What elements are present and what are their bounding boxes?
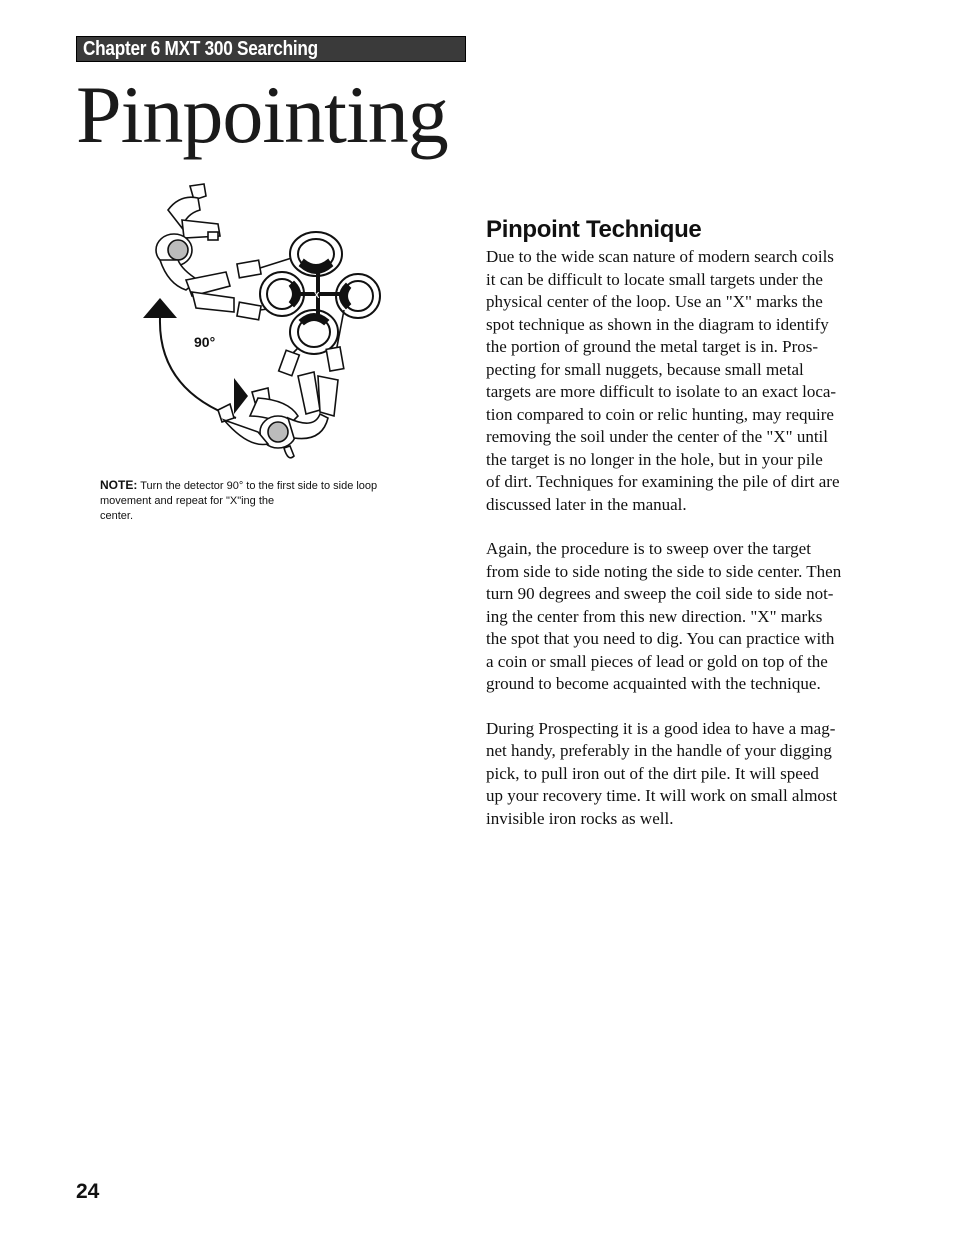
rotation-arc: [160, 318, 236, 418]
text-line: from side to side noting the side to side center. Then: [486, 561, 842, 581]
note-line: movement and repeat for "X"ing the: [100, 495, 275, 507]
text-line: the spot that you need to dig. You can practice with: [486, 629, 835, 648]
text-line: Due to the wide scan nature of modern search coils: [486, 247, 834, 266]
text-line: of dirt. Techniques for examining the pile of dirt are: [486, 472, 840, 491]
paragraph-1: [486, 246, 886, 516]
text-line: tion compared to coin or relic hunting, may require: [486, 404, 834, 424]
text-line: turn 90 degrees and sweep the coil side to side not-: [486, 584, 834, 603]
text-line: During Prospecting it is a good idea to have a mag-: [486, 718, 836, 738]
text-line: a coin or small pieces of lead or gold on top of the: [486, 651, 828, 671]
text-line: it can be difficult to locate small targets under the: [486, 269, 823, 289]
control-box-bottom-2: [326, 347, 344, 371]
person-top-icon: [156, 184, 234, 312]
text-line: ing the center from this new direction. "X" marks: [486, 606, 823, 626]
body-text: [486, 246, 886, 852]
text-line: pecting for small nuggets, because small metal: [486, 359, 804, 379]
text-line: the target is no longer in the hole, but in your pile: [486, 449, 823, 469]
text-line: net handy, preferably in the handle of your digging: [486, 741, 832, 760]
paragraph-2: [486, 538, 886, 696]
paragraph-3: [486, 718, 886, 831]
angle-label: 90°: [194, 334, 216, 350]
text-line: up your recovery time. It will work on small almost: [486, 786, 838, 805]
text-line: targets are more difficult to isolate to an exact loca-: [486, 382, 837, 401]
text-line: physical center of the loop. Use an "X" marks the: [486, 292, 823, 311]
note-line: center.: [100, 510, 134, 522]
text-line: Again, the procedure is to sweep over the target: [486, 539, 811, 558]
note-line: Turn the detector 90° to the first side to side loop: [140, 480, 378, 492]
pinpoint-diagram: [138, 180, 388, 465]
arrow-up-icon: [143, 298, 177, 318]
diagram-note: [100, 478, 430, 524]
arrow-right-icon: [234, 378, 248, 414]
control-box-top: [237, 260, 261, 278]
section-heading: Pinpoint Technique: [486, 216, 702, 243]
text-line: the portion of ground the metal target is in. Pros-: [486, 337, 819, 356]
chapter-header-bar: [76, 36, 466, 62]
text-line: pick, to pull iron out of the dirt pile. It will speed: [486, 763, 819, 783]
text-line: invisible iron rocks as well.: [486, 808, 674, 828]
text-line: discussed later in the manual.: [486, 494, 687, 514]
text-line: spot technique as shown in the diagram to identify: [486, 314, 829, 334]
text-line: ground to become acquainted with the technique.: [486, 674, 821, 693]
control-box-bottom: [279, 350, 300, 375]
note-label: NOTE:: [100, 478, 138, 492]
page-title: Pinpointing: [76, 69, 448, 160]
chapter-title: Chapter 6 MXT 300 Searching: [83, 38, 318, 60]
x-mark-label: X: [314, 291, 320, 300]
page-number: 24: [76, 1180, 100, 1203]
text-line: removing the soil under the center of the "X" until: [486, 427, 828, 446]
search-coil-bottom: [290, 310, 338, 354]
control-box-top-2: [237, 302, 261, 320]
